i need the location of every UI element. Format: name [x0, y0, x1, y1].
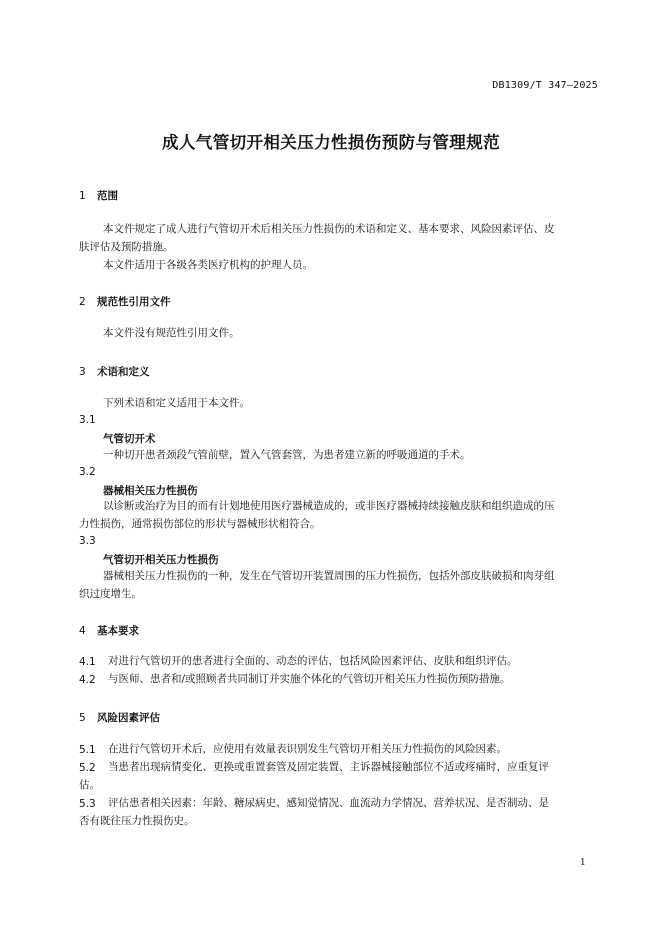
section-number: 4 — [79, 625, 86, 637]
paragraph: 本文件适用于各级各类医疗机构的护理人员。 — [103, 259, 313, 271]
paragraph-line: 本文件规定了成人进行气管切开术后相关压力性损伤的术语和定义、基本要求、风险因素评估、皮 — [103, 223, 555, 235]
term-title: 器械相关压力性损伤 — [103, 485, 198, 497]
section-4-heading — [79, 623, 139, 638]
section-1-heading — [79, 188, 118, 203]
term-title: 气管切开相关压力性损伤 — [103, 554, 219, 566]
page-number: 1 — [580, 858, 586, 868]
section-title: 范围 — [97, 190, 118, 202]
clause-text: 在进行气管切开术后，应使用有效量表识别发生气管切开相关压力性损伤的风险因素。 — [108, 743, 507, 755]
paragraph: 下列术语和定义适用于本文件。 — [103, 397, 250, 409]
section-2-heading — [79, 294, 171, 309]
paragraph-line: 肤评估及预防措施。 — [79, 241, 174, 253]
section-title: 风险因素评估 — [97, 712, 160, 724]
clause-number: 4.2 — [79, 674, 96, 686]
clause-text: 对进行气管切开的患者进行全面的、动态的评估，包括风险因素评估、皮肤和组织评估。 — [108, 655, 518, 667]
document-number: DB1309/T 347—2025 — [492, 80, 598, 91]
clause-text-line: 评估患者相关因素：年龄、糖尿病史、感知觉情况、血流动力学情况、营养状况、是否制动、是 — [108, 797, 549, 809]
term-number: 3.3 — [79, 535, 96, 547]
section-title: 基本要求 — [97, 625, 139, 637]
section-3-heading — [79, 364, 150, 379]
term-definition-line: 器械相关压力性损伤的一种，发生在气管切开装置周围的压力性损伤，包括外部皮肤破损和肉芽组 — [103, 570, 555, 582]
term-definition: 一种切开患者颈段气管前壁，置入气管套管，为患者建立新的呼吸通道的手术。 — [103, 449, 471, 461]
clause-text-line: 当患者出现病情变化、更换或重置套管及固定装置、主诉器械接触部位不适或疼痛时，应重复评 — [108, 761, 549, 773]
clause-number: 5.3 — [79, 798, 96, 810]
section-number: 5 — [79, 712, 86, 724]
term-number: 3.2 — [79, 466, 96, 478]
term-number: 3.1 — [79, 414, 96, 426]
clause-text-line: 估。 — [79, 779, 100, 791]
section-title: 规范性引用文件 — [97, 296, 171, 308]
term-definition-line: 以诊断或治疗为目的而有计划地使用医疗器械造成的，或非医疗器械持续接触皮肤和组织造成的压 — [103, 500, 555, 512]
section-number: 2 — [79, 296, 86, 308]
paragraph: 本文件没有规范性引用文件。 — [103, 327, 240, 339]
clause-number: 5.1 — [79, 744, 96, 756]
section-5-heading — [79, 710, 160, 725]
page-title: 成人气管切开相关压力性损伤预防与管理规范 — [162, 133, 500, 152]
clause-text-line: 否有既往压力性损伤史。 — [79, 815, 195, 827]
clause-number: 5.2 — [79, 762, 96, 774]
term-title: 气管切开术 — [103, 433, 156, 445]
section-title: 术语和定义 — [97, 366, 150, 378]
term-definition-line: 力性损伤，通常损伤部位的形状与器械形状相符合。 — [79, 518, 321, 530]
clause-text: 与医师、患者和/或照顾者共同制订并实施个体化的气管切开相关压力性损伤预防措施。 — [108, 673, 511, 685]
term-definition-line: 织过度增生。 — [79, 588, 142, 600]
clause-number: 4.1 — [79, 656, 96, 668]
section-number: 1 — [79, 190, 86, 202]
section-number: 3 — [79, 366, 86, 378]
